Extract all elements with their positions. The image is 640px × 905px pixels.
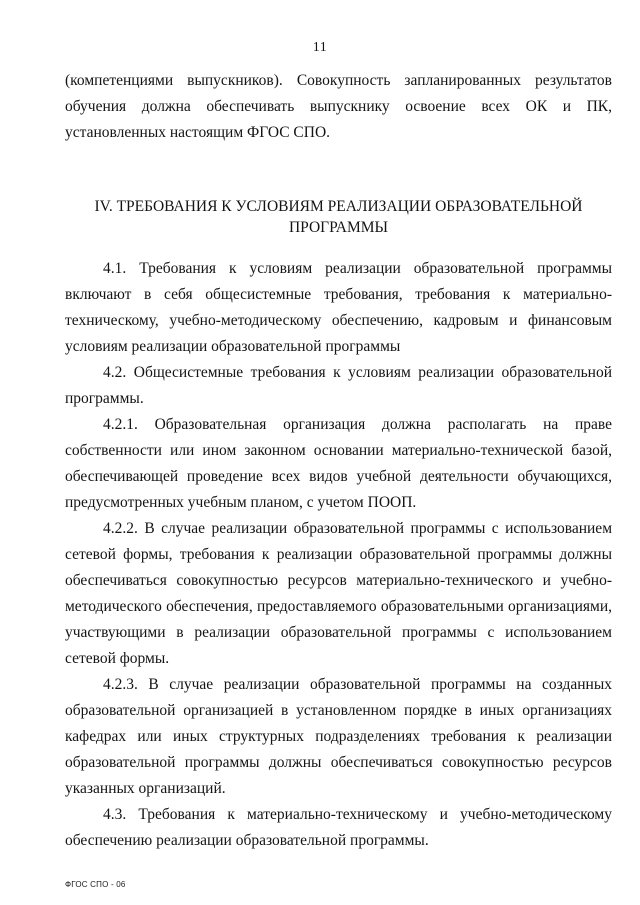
paragraph-4-2-2: 4.2.2. В случае реализации образовательной программы с использованием сетевой формы, требования к реализации образовательной программы должны обеспечиваться совокупностью ресурсов материально-технического и учебно-методического обеспечения, предоставляемого образовательными организациями, участвующими в реализации образовательной программы с использованием сетевой формы. bbox=[65, 520, 612, 667]
paragraph-4-3: 4.3. Требования к материально-техническому и учебно-методическому обеспечению реализации образовательной программы. bbox=[65, 806, 612, 849]
paragraph-4-2-1: 4.2.1. Образовательная организация должна располагать на праве собственности или ином законном основании материально-технической базой, обеспечивающей проведение всех видов учебной деятельности обучающихся, предусмотренных учебным планом, с учетом ПООП. bbox=[65, 416, 612, 511]
paragraph-4-2: 4.2. Общесистемные требования к условиям реализации образовательной программы. bbox=[65, 364, 612, 407]
document-body bbox=[65, 68, 612, 854]
paragraph-4-2-3: 4.2.3. В случае реализации образовательной программы на созданных образовательной организацией в установленном порядке в иных организациях кафедрах или иных структурных подразделениях требования к реализации образовательной программы должны обеспечиваться совокупностью ресурсов указанных организаций. bbox=[65, 676, 612, 797]
section-heading-line-1: IV. ТРЕБОВАНИЯ К УСЛОВИЯМ РЕАЛИЗАЦИИ ОБРАЗОВАТЕЛЬНОЙ bbox=[94, 198, 583, 215]
footer-label: ФГОС СПО - 06 bbox=[65, 880, 126, 889]
paragraph-4-1: 4.1. Требования к условиям реализации образовательной программы включают в себя общесистемные требования, требования к материально-техническому, учебно-методическому обеспечению, кадровым и финансовым условиям реализации образовательной программы bbox=[65, 260, 612, 355]
continuation-paragraph: (компетенциями выпускников). Совокупность запланированных результатов обучения должна обеспечивать выпускнику освоение всех ОК и ПК, установленных настоящим ФГОС СПО. bbox=[65, 72, 612, 141]
section-heading-line-2: ПРОГРАММЫ bbox=[288, 219, 389, 236]
section-heading bbox=[65, 196, 612, 238]
page-number: 11 bbox=[312, 40, 328, 55]
